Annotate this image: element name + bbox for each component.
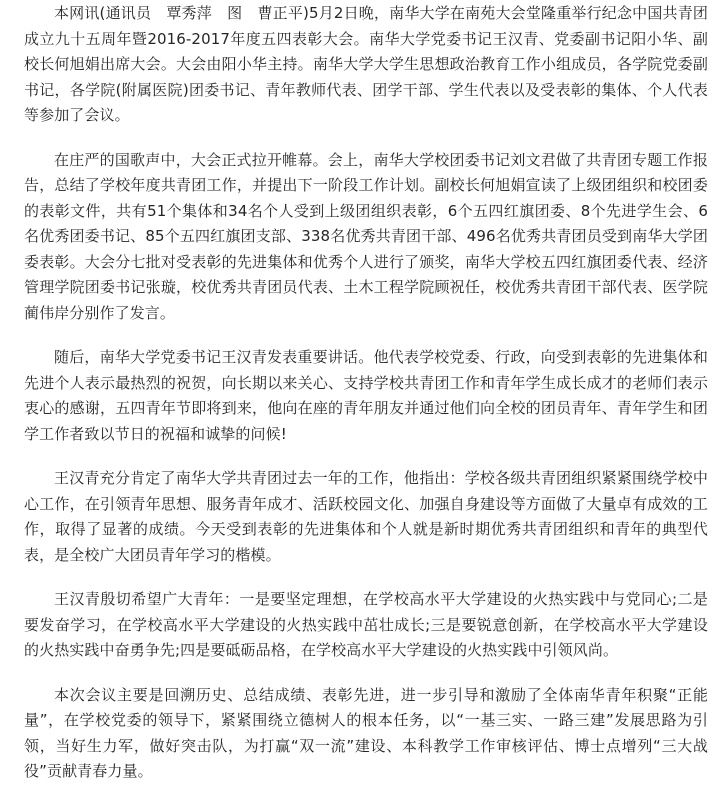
paragraph: 王汉青充分肯定了南华大学共青团过去一年的工作，他指出：学校各级共青团组织紧紧围绕学校中心工作，在引领青年思想、服务青年成才、活跃校园文化、加强自身建设等方面做了大量卓有成效的工作，取得了显著的成绩。今天受到表彰的先进集体和个人就是新时期优秀共青团组织和青年的典型代表，是全校广大团员青年学习的楷模。: [24, 469, 708, 564]
paragraph: 在庄严的国歌声中，大会正式拉开帷幕。会上，南华大学校团委书记刘文君做了共青团专题工作报告，总结了学校年度共青团工作，并提出下一阶段工作计划。副校长何旭娟宣读了上级团组织和校团委的表彰文件，共有51个集体和34名个人受到上级团组织表彰，6个五四红旗团委、8个先进学生会、6名优秀团委书记、85个五四红旗团支部、338名优秀共青团干部、496名优秀共青团员受到南华大学团委表彰。大会分七批对受表彰的先进集体和优秀个人进行了颁奖，南华大学校五四红旗团委代表、经济管理学院团委书记张璇，校优秀共青团员代表、土木工程学院顾祝任，校优秀共青团干部代表、医学院蔺伟岸分别作了发言。: [24, 150, 708, 322]
paragraph: 王汉青殷切希望广大青年：一是要坚定理想，在学校高水平大学建设的火热实践中与党同心;二是要发奋学习，在学校高水平大学建设的火热实践中茁壮成长;三是要锐意创新，在学校高水平大学建设的火热实践中奋勇争先;四是要砥砺品格，在学校高水平大学建设的火热实践中引领风尚。: [24, 590, 708, 659]
paragraph: 随后，南华大学党委书记王汉青发表重要讲话。他代表学校党委、行政，向受到表彰的先进集体和先进个人表示最热烈的祝贺，向长期以来关心、支持学校共青团工作和青年学生成长成才的老师们表示衷心的感谢，五四青年节即将到来，他向在座的青年朋友并通过他们向全校的团员青年、青年学生和团学工作者致以节日的祝福和诚挚的问候!: [24, 348, 708, 443]
paragraph: 本次会议主要是回溯历史、总结成绩、表彰先进，进一步引导和激励了全体南华青年积聚“正能量”，在学校党委的领导下，紧紧围绕立德树人的根本任务，以“一基三实、一路三建”发展思路为引领，当好生力军，做好突击队，为打赢“双一流”建设、本科教学工作审核评估、博士点增列“三大战役”贡献青春力量。: [24, 685, 708, 780]
paragraph: 本网讯(通讯员 覃秀萍 图 曹正平)5月2日晚，南华大学在南苑大会堂隆重举行纪念中国共青团成立九十五周年暨2016-2017年度五四表彰大会。南华大学党委书记王汉青、党委副书记阳小华、副校长何旭娟出席大会。大会由阳小华主持。南华大学大学生思想政治教育工作小组成员，各学院党委副书记，各学院(附属医院)团委书记、青年教师代表、团学干部、学生代表以及受表彰的集体、个人代表等参加了会议。: [24, 4, 708, 124]
article-body: [24, 1, 708, 804]
